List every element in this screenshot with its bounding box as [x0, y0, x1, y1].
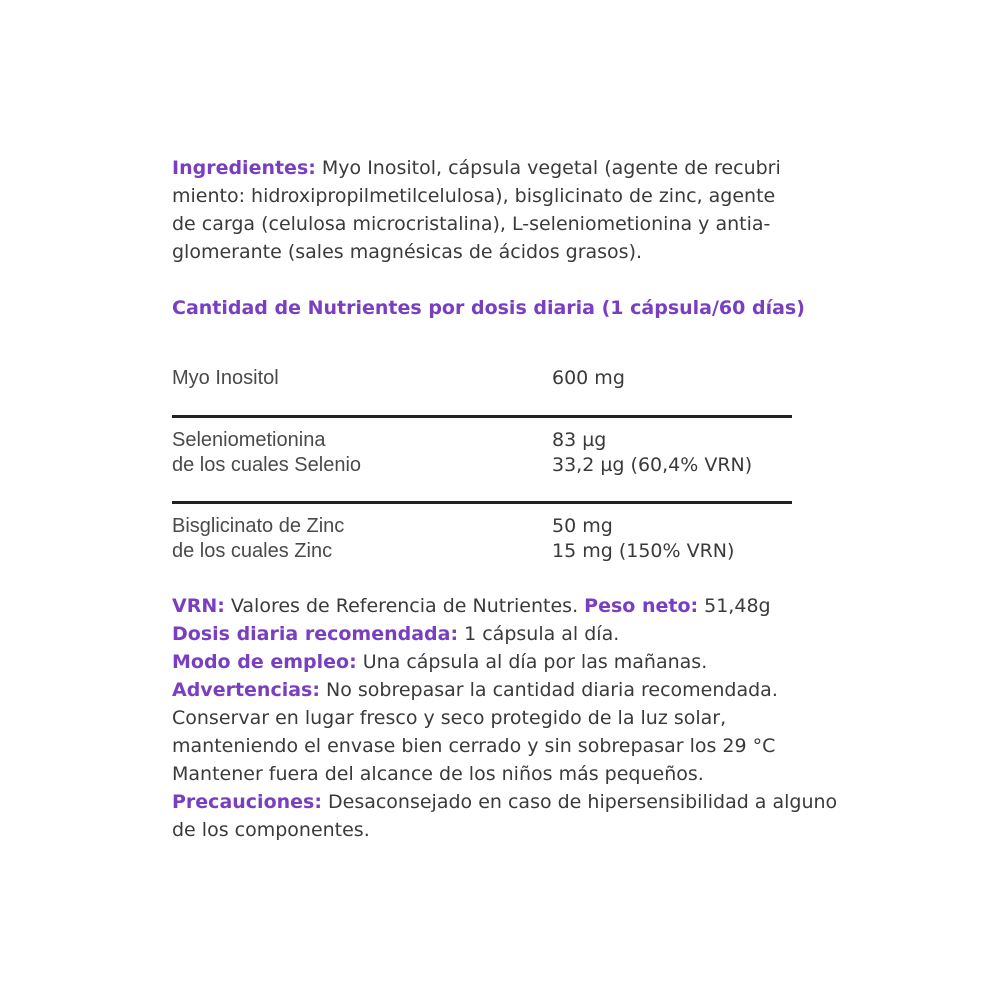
nutrient-amount-line: 83 µg — [552, 429, 607, 451]
table-row — [172, 428, 792, 501]
notes-line-modo — [172, 648, 832, 676]
nutrient-name-line: Bisglicinato de Zinc — [172, 515, 345, 537]
nutrient-name — [172, 428, 361, 478]
nutrient-name-line: Seleniometionina — [172, 429, 326, 451]
modo-label: Modo de empleo: — [172, 651, 357, 673]
ingredients-line-2: miento: hidroxipropilmetilcelulosa), bisglicinato de zinc, agente — [172, 185, 776, 207]
notes-line-precauciones — [172, 788, 838, 816]
notes-line-ninos: Mantener fuera del alcance de los niños más pequeños. — [172, 763, 704, 785]
nutrients-table — [172, 366, 792, 584]
modo-text: Una cápsula al día por las mañanas. — [356, 651, 708, 673]
notes-line-dosis — [172, 620, 832, 648]
table-divider — [172, 415, 792, 418]
peso-text: 51,48g — [698, 595, 771, 617]
advertencias-label: Advertencias: — [172, 679, 320, 701]
table-row — [172, 366, 792, 415]
ingredients-paragraph — [172, 154, 792, 266]
vrn-label: VRN: — [172, 595, 225, 617]
nutrient-amount — [552, 428, 752, 478]
notes-line-vrn — [172, 592, 832, 620]
ingredients-line-1 — [172, 154, 792, 182]
notes-paragraph — [172, 592, 838, 844]
notes-line-advertencias — [172, 676, 832, 704]
precauciones-text: Desaconsejado en caso de hipersensibilidad a alguno — [321, 791, 838, 813]
ingredients-line-4: glomerante (sales magnésicas de ácidos grasos). — [172, 241, 643, 263]
nutrients-title: Cantidad de Nutrientes por dosis diaria (1 cápsula/60 días) — [172, 297, 805, 319]
dosis-text: 1 cápsula al día. — [458, 623, 620, 645]
vrn-text: Valores de Referencia de Nutrientes. — [224, 595, 585, 617]
nutrient-name — [172, 514, 344, 564]
advertencias-text: No sobrepasar la cantidad diaria recomendada. — [319, 679, 778, 701]
nutrient-name — [172, 366, 279, 391]
ingredients-label: Ingredientes: — [172, 157, 316, 179]
precauciones-label: Precauciones: — [172, 791, 322, 813]
nutrient-amount-line: 50 mg — [552, 515, 613, 537]
nutrient-amount-line: 600 mg — [552, 367, 625, 389]
nutrient-amount — [552, 366, 625, 391]
notes-line-conservar: Conservar en lugar fresco y seco protegido de la luz solar, — [172, 707, 727, 729]
nutrient-amount-line: 33,2 µg (60,4% VRN) — [552, 454, 753, 476]
table-row — [172, 514, 792, 584]
nutrient-amount-line: 15 mg (150% VRN) — [552, 540, 735, 562]
dosis-label: Dosis diaria recomendada: — [172, 623, 459, 645]
nutrient-name-line: Myo Inositol — [172, 367, 279, 389]
nutrient-name-line: de los cuales Selenio — [172, 454, 362, 476]
nutrient-amount — [552, 514, 734, 564]
peso-label: Peso neto: — [584, 595, 699, 617]
notes-line-envase: manteniendo el envase bien cerrado y sin sobrepasar los 29 °C — [172, 735, 776, 757]
table-divider — [172, 501, 792, 504]
ingredients-line-3: de carga (celulosa microcristalina), L-seleniometionina y antia- — [172, 213, 771, 235]
ingredients-text-1: Myo Inositol, cápsula vegetal (agente de recubri — [315, 157, 781, 179]
notes-line-componentes: de los componentes. — [172, 819, 370, 841]
nutrient-name-line: de los cuales Zinc — [172, 540, 333, 562]
